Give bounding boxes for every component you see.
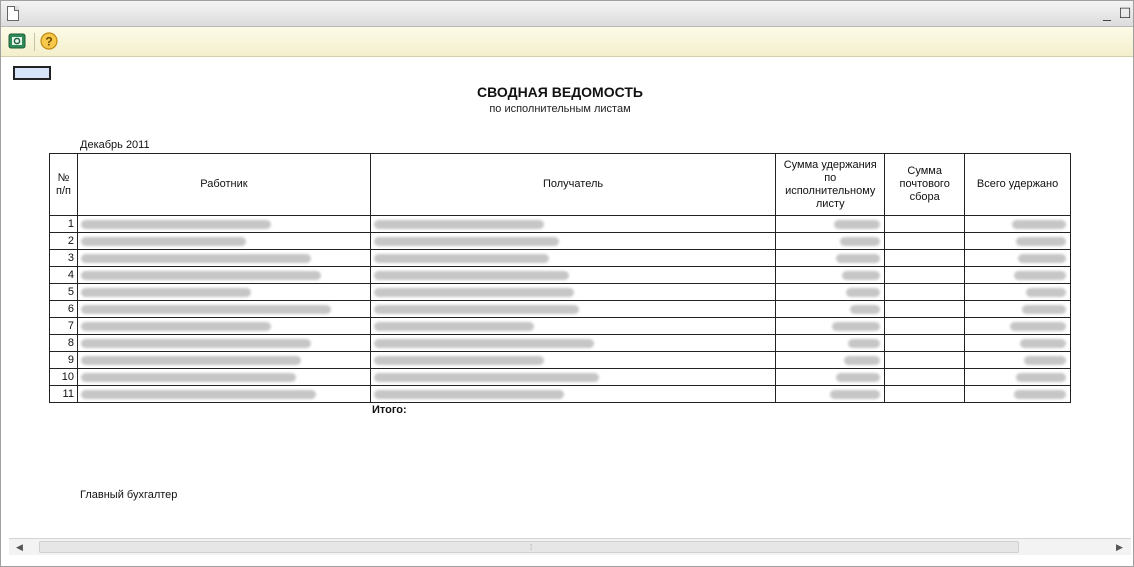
report-subtitle: по исполнительным листам (489, 103, 631, 115)
redacted-text (850, 305, 880, 314)
deduction-cell (776, 250, 885, 267)
total-cell (965, 369, 1071, 386)
recipient-cell (370, 284, 775, 301)
employee-cell (77, 352, 370, 369)
column-header-postal-fee: Сумма почтового сбора (885, 154, 965, 216)
redacted-text (1012, 220, 1066, 229)
deduction-cell (776, 369, 885, 386)
print-preview-button[interactable] (7, 31, 27, 51)
scroll-track[interactable] (39, 541, 1019, 553)
table-row (50, 233, 1071, 250)
total-cell (965, 216, 1071, 233)
recipient-cell (370, 386, 775, 403)
postal-fee-cell (885, 284, 965, 301)
deduction-cell (776, 352, 885, 369)
row-number: 7 (50, 318, 78, 335)
redacted-text (81, 305, 331, 314)
redacted-text (830, 390, 880, 399)
redacted-text (81, 220, 271, 229)
employee-cell (77, 386, 370, 403)
minimize-button[interactable]: _ (1103, 5, 1111, 21)
total-cell (965, 284, 1071, 301)
redacted-text (848, 339, 880, 348)
horizontal-scrollbar[interactable] (9, 538, 1131, 555)
deduction-cell (776, 216, 885, 233)
row-number: 9 (50, 352, 78, 369)
postal-fee-cell (885, 267, 965, 284)
recipient-cell (370, 369, 775, 386)
column-header-deduction-sum: Сумма удержания по исполнительному листу (776, 154, 885, 216)
report-table (49, 153, 1071, 403)
postal-fee-cell (885, 335, 965, 352)
deduction-cell (776, 386, 885, 403)
redacted-text (81, 373, 296, 382)
redacted-text (834, 220, 880, 229)
employee-cell (77, 216, 370, 233)
recipient-cell (370, 216, 775, 233)
employee-cell (77, 233, 370, 250)
total-cell (965, 318, 1071, 335)
column-header-employee: Работник (77, 154, 370, 216)
total-cell (965, 386, 1071, 403)
redacted-text (374, 220, 544, 229)
table-row (50, 318, 1071, 335)
total-cell (965, 267, 1071, 284)
table-row (50, 267, 1071, 284)
report-title: СВОДНАЯ ВЕДОМОСТЬ (477, 84, 643, 100)
employee-cell (77, 267, 370, 284)
column-header-total-deducted: Всего удержано (965, 154, 1071, 216)
redacted-text (1016, 373, 1066, 382)
row-number: 6 (50, 301, 78, 318)
column-header-num: № п/п (50, 154, 78, 216)
row-number: 5 (50, 284, 78, 301)
document-icon (7, 6, 19, 21)
row-number: 3 (50, 250, 78, 267)
table-row (50, 284, 1071, 301)
recipient-cell (370, 301, 775, 318)
redacted-text (374, 288, 574, 297)
employee-cell (77, 250, 370, 267)
redacted-text (844, 356, 880, 365)
redacted-text (1026, 288, 1066, 297)
redacted-text (1010, 322, 1066, 331)
redacted-text (374, 305, 579, 314)
employee-cell (77, 369, 370, 386)
total-cell (965, 233, 1071, 250)
redacted-text (1022, 305, 1066, 314)
recipient-cell (370, 335, 775, 352)
employee-cell (77, 335, 370, 352)
redacted-text (374, 237, 559, 246)
chief-accountant-label: Главный бухгалтер (80, 489, 178, 501)
redacted-text (81, 390, 316, 399)
redacted-text (1016, 237, 1066, 246)
redacted-text (81, 288, 251, 297)
table-row (50, 352, 1071, 369)
help-button[interactable] (39, 31, 59, 51)
recipient-cell (370, 352, 775, 369)
active-cell-marker[interactable] (13, 66, 51, 80)
redacted-text (81, 356, 301, 365)
redacted-text (1020, 339, 1066, 348)
table-row (50, 386, 1071, 403)
total-cell (965, 301, 1071, 318)
redacted-text (374, 254, 549, 263)
row-number: 1 (50, 216, 78, 233)
row-number: 8 (50, 335, 78, 352)
redacted-text (81, 237, 246, 246)
postal-fee-cell (885, 233, 965, 250)
table-row (50, 216, 1071, 233)
deduction-cell (776, 335, 885, 352)
recipient-cell (370, 250, 775, 267)
redacted-text (374, 356, 544, 365)
redacted-text (836, 373, 880, 382)
postal-fee-cell (885, 352, 965, 369)
postal-fee-cell (885, 369, 965, 386)
table-row (50, 301, 1071, 318)
row-number: 2 (50, 233, 78, 250)
maximize-button[interactable]: ☐ (1118, 5, 1132, 21)
row-number: 4 (50, 267, 78, 284)
table-row (50, 250, 1071, 267)
total-cell (965, 352, 1071, 369)
table-row (50, 335, 1071, 352)
redacted-text (846, 288, 880, 297)
scroll-grip-icon[interactable]: ⁞ (530, 543, 533, 552)
scroll-left-arrow-icon[interactable]: ◀ (16, 542, 23, 552)
report-period: Декабрь 2011 (80, 139, 150, 151)
redacted-text (374, 271, 569, 280)
title-bar (1, 1, 1133, 27)
report-content (1, 58, 1133, 536)
total-cell (965, 335, 1071, 352)
redacted-text (1024, 356, 1066, 365)
deduction-cell (776, 318, 885, 335)
postal-fee-cell (885, 301, 965, 318)
redacted-text (842, 271, 880, 280)
deduction-cell (776, 284, 885, 301)
redacted-text (374, 322, 534, 331)
toolbar-separator (34, 33, 35, 51)
postal-fee-cell (885, 216, 965, 233)
row-number: 11 (50, 386, 78, 403)
row-number: 10 (50, 369, 78, 386)
help-glyph: ? (45, 34, 53, 49)
redacted-text (1018, 254, 1066, 263)
redacted-text (81, 322, 271, 331)
scroll-right-arrow-icon[interactable]: ▶ (1116, 542, 1123, 552)
redacted-text (81, 254, 311, 263)
help-icon (39, 31, 59, 51)
deduction-cell (776, 233, 885, 250)
employee-cell (77, 284, 370, 301)
deduction-cell (776, 301, 885, 318)
postal-fee-cell (885, 250, 965, 267)
postal-fee-cell (885, 318, 965, 335)
redacted-text (832, 322, 880, 331)
table-row (50, 369, 1071, 386)
postal-fee-cell (885, 386, 965, 403)
redacted-text (374, 339, 594, 348)
employee-cell (77, 301, 370, 318)
redacted-text (836, 254, 880, 263)
redacted-text (374, 373, 599, 382)
redacted-text (1014, 271, 1066, 280)
redacted-text (374, 390, 564, 399)
total-label: Итого: (372, 404, 407, 416)
print-preview-icon (7, 31, 27, 51)
recipient-cell (370, 233, 775, 250)
redacted-text (840, 237, 880, 246)
redacted-text (81, 339, 311, 348)
redacted-text (81, 271, 321, 280)
employee-cell (77, 318, 370, 335)
toolbar (1, 27, 1133, 57)
redacted-text (1014, 390, 1066, 399)
table-header-row (50, 154, 1071, 216)
recipient-cell (370, 318, 775, 335)
deduction-cell (776, 267, 885, 284)
column-header-recipient: Получатель (370, 154, 775, 216)
total-cell (965, 250, 1071, 267)
recipient-cell (370, 267, 775, 284)
